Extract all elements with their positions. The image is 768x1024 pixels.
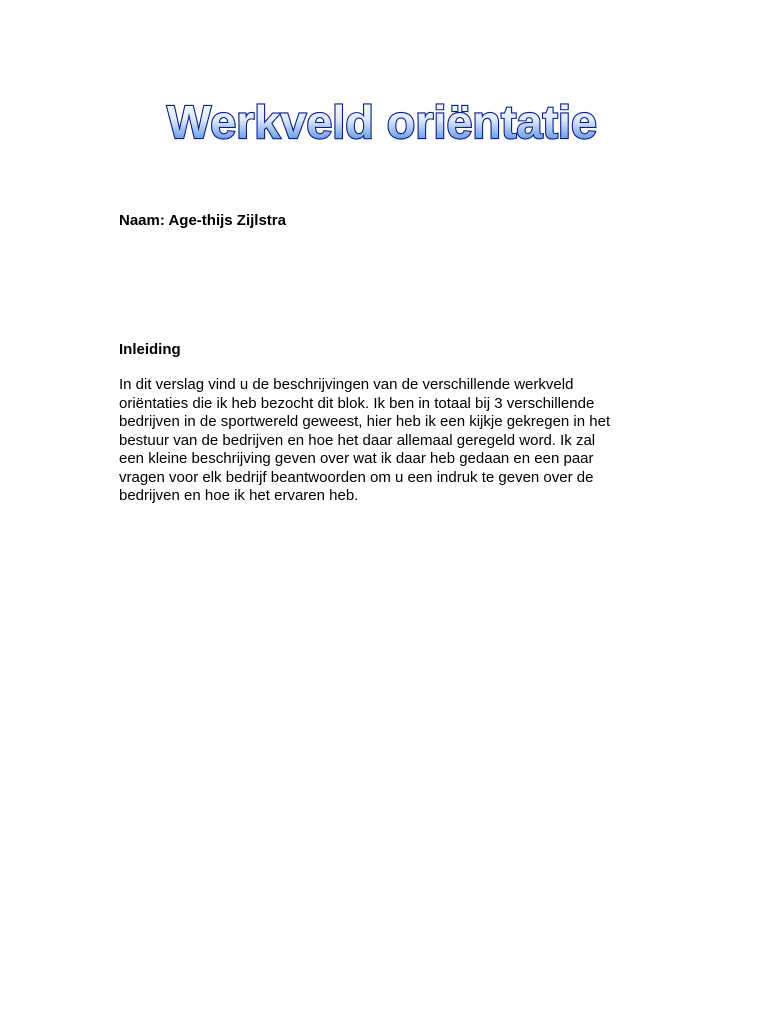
wordart-title: [0, 88, 768, 158]
paragraph-line: vragen voor elk bedrijf beantwoorden om u een indruk te geven over de: [119, 468, 594, 486]
paragraph-line: een kleine beschrijving geven over wat ik daar heb gedaan en een paar: [119, 450, 594, 467]
author-name: Naam: Age-thijs Zijlstra: [119, 212, 286, 229]
paragraph-line: bestuur van de bedrijven en hoe het daar allemaal geregeld word. Ik zal: [119, 431, 596, 449]
paragraph-line: In dit verslag vind u de beschrijvingen van de verschillende werkveld: [119, 376, 574, 393]
title-text: Werkveld oriëntatie: [167, 96, 597, 148]
section-heading-inleiding: Inleiding: [119, 341, 181, 358]
paragraph-line: oriëntaties die ik heb bezocht dit blok. Ik ben in totaal bij 3 verschillende: [119, 394, 595, 412]
intro-paragraph: [119, 376, 659, 506]
paragraph-line: bedrijven en hoe ik het ervaren heb.: [119, 487, 359, 504]
paragraph-line: bedrijven in de sportwereld geweest, hier heb ik een kijkje gekregen in het: [119, 413, 611, 430]
